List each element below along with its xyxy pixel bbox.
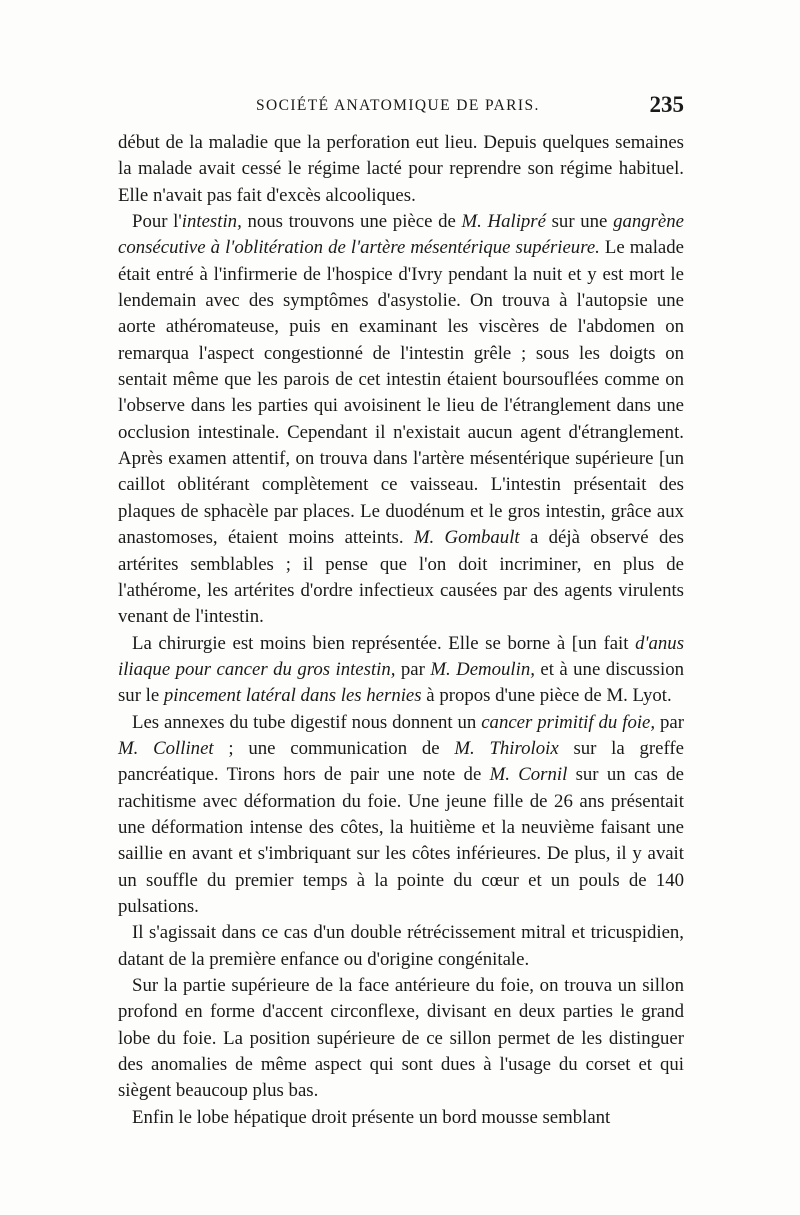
text-run: sur la greffe pancréatique. Tirons hors de pair une note de <box>118 737 684 786</box>
paragraph-7 <box>118 1105 684 1131</box>
text-run: Sur la partie supérieure de la face antérieure du foie, on trouva un sillon profond en forme d'accent circonflexe, divisant en deux parties le grand lobe du foie. La position supérieure de ce sillon permet de les distinguer des anomalies de même aspect qui sont dues à l'usage du corset et qui siègent beaucoup plus bas. <box>118 975 684 1102</box>
text-run: Les annexes du tube digestif nous donnent un <box>132 711 482 733</box>
italic-run: M. Gombault <box>413 527 520 549</box>
italic-run: M. Collinet <box>118 737 214 759</box>
text-run: a déjà observé des artérites semblables ; il pense que l'on doit incriminer, en plus de l'athérome, les artérites d'ordre infectieux causées par des agents virulents venant de l'intestin. <box>118 527 684 628</box>
text-run: début de la maladie que la perforation eut lieu. Depuis quelques semaines la malade avait cessé le régime lacté pour reprendre son régime habituel. Elle n'avait pas fait d'excès alcooliques. <box>118 132 684 206</box>
text-run: La chirurgie est moins bien représentée. Elle se borne à [un fait <box>132 632 636 654</box>
text-run: Il s'agissait dans ce cas d'un double rétrécissement mitral et tricuspidien, datant de la première enfance ou d'origine congénitale. <box>118 922 684 970</box>
italic-run: M. Cornil <box>489 764 568 786</box>
italic-run: d'anus iliaque pour cancer du gros intestin, <box>118 632 684 680</box>
text-run: ; une communication de <box>213 737 455 759</box>
paragraph-1 <box>118 130 684 209</box>
running-title: SOCIÉTÉ ANATOMIQUE DE PARIS. <box>256 97 540 114</box>
text-run: sur un cas de rachitisme avec déformation du foie. Une jeune fille de 26 ans présentait une déformation intense des côtes, la huitième et la neuvième faisant une saillie en avant et s'imbriquant sur les côtes inférieures. De plus, il y avait un souffle du premier temps à la pointe du cœur et un pouls de 140 pulsations. <box>118 764 684 917</box>
italic-run: intestin, <box>181 211 242 233</box>
paragraph-2 <box>118 209 684 631</box>
text-run: Pour l' <box>132 211 182 233</box>
paragraph-6 <box>118 973 684 1105</box>
page-header <box>118 92 684 125</box>
text-run: par <box>395 658 431 680</box>
italic-run: M. Thiroloix <box>454 737 559 759</box>
page-number: 235 <box>649 92 684 117</box>
text-run: sur une <box>545 211 614 233</box>
text-run: par <box>655 711 684 733</box>
paragraph-5 <box>118 920 684 973</box>
text-run: nous trouvons une pièce de <box>241 211 462 233</box>
italic-run: pincement latéral dans les hernies <box>163 685 422 707</box>
text-run: Le malade était entré à l'infirmerie de l'hospice d'Ivry pendant la nuit et y est mort le lendemain avec des symptômes d'asystolie. On trouva à l'autopsie une aorte athéromateuse, puis en examinant les viscères de l'abdomen on remarqua l'aspect congestionné de l'intestin grêle ; sous les doigts on sentait même que les parois de cet intestin étaient boursouflées comme on l'observe dans les parties qui avoisinent le lieu de l'étranglement dans une occlusion intestinale. Cependant il n'existait aucun agent d'étranglement. Après examen attentif, on trouva dans l'artère mésentérique supérieure [un caillot oblitérant complètement ce vaisseau. L'intestin présentait des plaques de sphacèle par places. Le duodénum et le gros intestin, grâce aux anastomoses, étaient moins atteints. <box>118 237 684 549</box>
italic-run: gangrène consécutive à l'oblitération de l'artère mésentérique supérieure. <box>118 211 684 259</box>
paragraph-3 <box>118 631 684 710</box>
body-text <box>118 130 684 1131</box>
text-run: et à une discussion sur le <box>118 658 684 707</box>
italic-run: M. Halipré <box>461 211 546 233</box>
italic-run: M. Demoulin, <box>430 658 535 680</box>
text-run: à propos d'une pièce de M. Lyot. <box>421 685 672 707</box>
paragraph-4 <box>118 710 684 921</box>
italic-run: cancer primitif du foie, <box>481 711 656 733</box>
text-run: Enfin le lobe hépatique droit présente un bord mousse semblant <box>132 1106 611 1128</box>
